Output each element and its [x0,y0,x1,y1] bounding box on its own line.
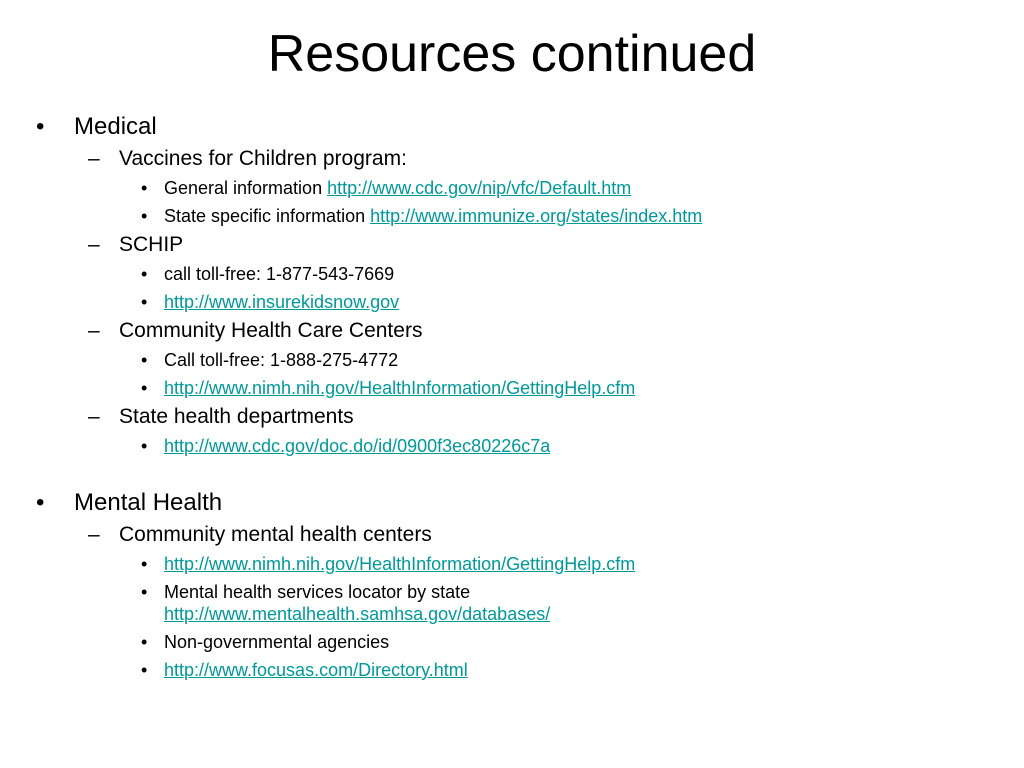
slide-content [0,110,1024,684]
dash-marker: – [88,319,100,342]
item-schip-link [0,288,1024,316]
bullet-mental-health [0,486,1024,520]
item-chcc-link [0,374,1024,402]
bullet-marker: • [36,113,45,140]
item-vfc-state [0,202,1024,230]
item-vfc-state-text: State specific information [164,206,366,226]
item-vfc-general [0,174,1024,202]
bullet-marker: • [141,378,148,398]
bullet-marker: • [141,554,148,574]
item-schip-phone-text: call toll-free: 1-877-543-7669 [164,264,395,284]
subbullet-state-health-label: State health departments [119,405,354,428]
slide-title: Resources continued [267,25,757,83]
subbullet-cmhc [0,520,1024,550]
state-health-link[interactable]: http://www.cdc.gov/doc.do/id/0900f3ec80226c7a [164,436,551,456]
bullet-marker: • [141,350,148,370]
vfc-general-link[interactable]: http://www.cdc.gov/nip/vfc/Default.htm [327,178,632,198]
bullet-marker: • [36,489,45,516]
schip-link[interactable]: http://www.insurekidsnow.gov [164,292,400,312]
section-gap [0,460,1024,486]
subbullet-cmhc-label: Community mental health centers [119,523,432,546]
bullet-marker: • [141,660,148,680]
focusas-link[interactable]: http://www.focusas.com/Directory.html [164,660,468,680]
item-state-health-link [0,432,1024,460]
item-schip-phone [0,260,1024,288]
bullet-marker: • [141,292,148,312]
item-cmhc-link [0,550,1024,578]
bullet-marker: • [141,582,148,602]
bullet-marker: • [141,436,148,456]
item-chcc-phone [0,346,1024,374]
bullet-marker: • [141,178,148,198]
cmhc-link[interactable]: http://www.nimh.nih.gov/HealthInformation/GettingHelp.cfm [164,554,636,574]
subbullet-chcc-label: Community Health Care Centers [119,319,423,342]
bullet-marker: • [141,264,148,284]
subbullet-vfc [0,144,1024,174]
vfc-state-link[interactable]: http://www.immunize.org/states/index.htm [370,206,703,226]
subbullet-schip-label: SCHIP [119,233,184,256]
locator-link[interactable]: http://www.mentalhealth.samhsa.gov/databases/ [164,604,551,624]
bullet-marker: • [141,632,148,652]
subbullet-state-health [0,402,1024,432]
item-ngo-text: Non-governmental agencies [164,632,390,652]
item-chcc-phone-text: Call toll-free: 1-888-275-4772 [164,350,399,370]
item-vfc-general-text: General information [164,178,323,198]
subbullet-schip [0,230,1024,260]
bullet-medical-label: Medical [74,113,157,140]
dash-marker: – [88,405,100,428]
bullet-medical [0,110,1024,144]
bullet-marker: • [141,206,148,226]
item-locator-text: Mental health services locator by state [164,582,471,602]
dash-marker: – [88,523,100,546]
bullet-mental-health-label: Mental Health [74,489,223,516]
dash-marker: – [88,233,100,256]
item-focusas-link [0,656,1024,684]
item-locator [0,578,1024,628]
dash-marker: – [88,147,100,170]
subbullet-vfc-label: Vaccines for Children program: [119,147,407,170]
chcc-link[interactable]: http://www.nimh.nih.gov/HealthInformation/GettingHelp.cfm [164,378,636,398]
subbullet-chcc [0,316,1024,346]
item-ngo [0,628,1024,656]
